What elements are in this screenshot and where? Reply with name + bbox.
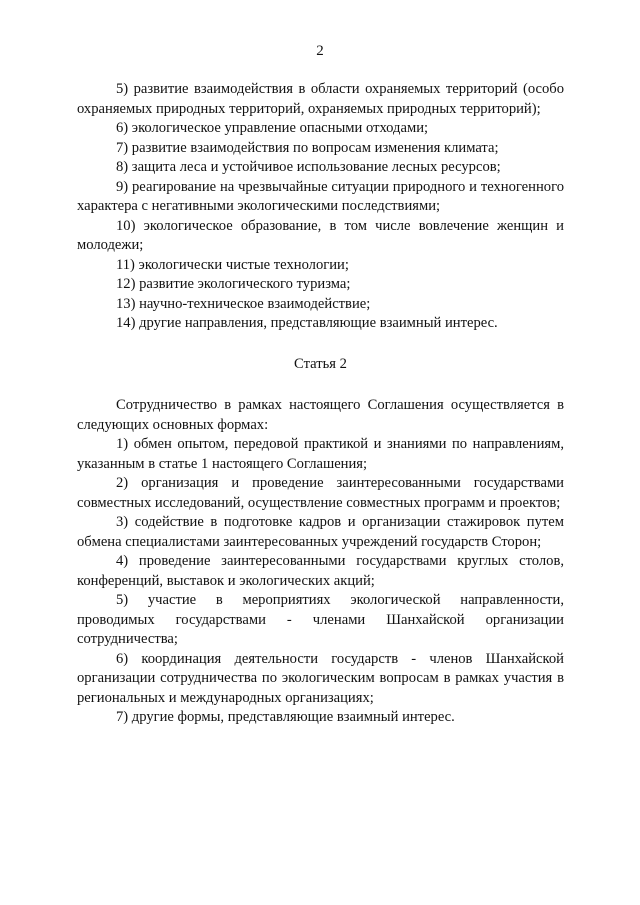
list-item-b-3: 3) содействие в подготовке кадров и организации стажировок путем обмена специалистами заинтересованных учреждений государств Сторон; xyxy=(77,514,564,550)
list-item-b-7: 7) другие формы, представляющие взаимный интерес. xyxy=(116,709,455,725)
list-item-a-8: 8) защита леса и устойчивое использование лесных ресурсов; xyxy=(116,159,501,175)
list-item-a-12: 12) развитие экологического туризма; xyxy=(116,276,351,292)
article-intro: Сотрудничество в рамках настоящего Соглашения осуществляется в следующих основных формах: xyxy=(77,397,564,433)
list-item-a-5: 5) развитие взаимодействия в области охраняемых территорий (особо охраняемых природных территорий, охраняемых природных территорий); xyxy=(77,81,564,117)
list-item-b-5: 5) участие в мероприятиях экологической направленности, проводимых государствами - членами Шанхайской организации сотрудничества; xyxy=(77,592,564,647)
document-body xyxy=(77,80,564,728)
list-item-b-1: 1) обмен опытом, передовой практикой и знаниями по направлениям, указанным в статье 1 настоящего Соглашения; xyxy=(77,436,564,472)
list-item-a-9: 9) реагирование на чрезвычайные ситуации природного и техногенного характера с негативными экологическими последствиями; xyxy=(77,178,564,214)
article-heading: Статья 2 xyxy=(294,355,347,372)
list-item-b-6: 6) координация деятельности государств - членов Шанхайской организации сотрудничества по экологическим вопросам в рамках участия в региональных и международных организациях; xyxy=(77,650,564,706)
list-item-a-7: 7) развитие взаимодействия по вопросам изменения климата; xyxy=(116,139,499,156)
list-item-a-6: 6) экологическое управление опасными отходами; xyxy=(116,120,429,136)
list-item-a-10: 10) экологическое образование, в том числе вовлечение женщин и молодежи; xyxy=(77,217,564,253)
page-number: 2 xyxy=(316,43,324,59)
list-item-a-14: 14) другие направления, представляющие взаимный интерес. xyxy=(116,315,498,331)
list-item-b-4: 4) проведение заинтересованными государствами круглых столов, конференций, выставок и экологических акций; xyxy=(77,553,564,589)
list-item-b-2: 2) организация и проведение заинтересованными государствами совместных исследований, осуществление совместных программ и проектов; xyxy=(77,475,564,511)
list-item-a-11: 11) экологически чистые технологии; xyxy=(116,256,349,273)
list-item-a-13: 13) научно-техническое взаимодействие; xyxy=(116,295,371,312)
